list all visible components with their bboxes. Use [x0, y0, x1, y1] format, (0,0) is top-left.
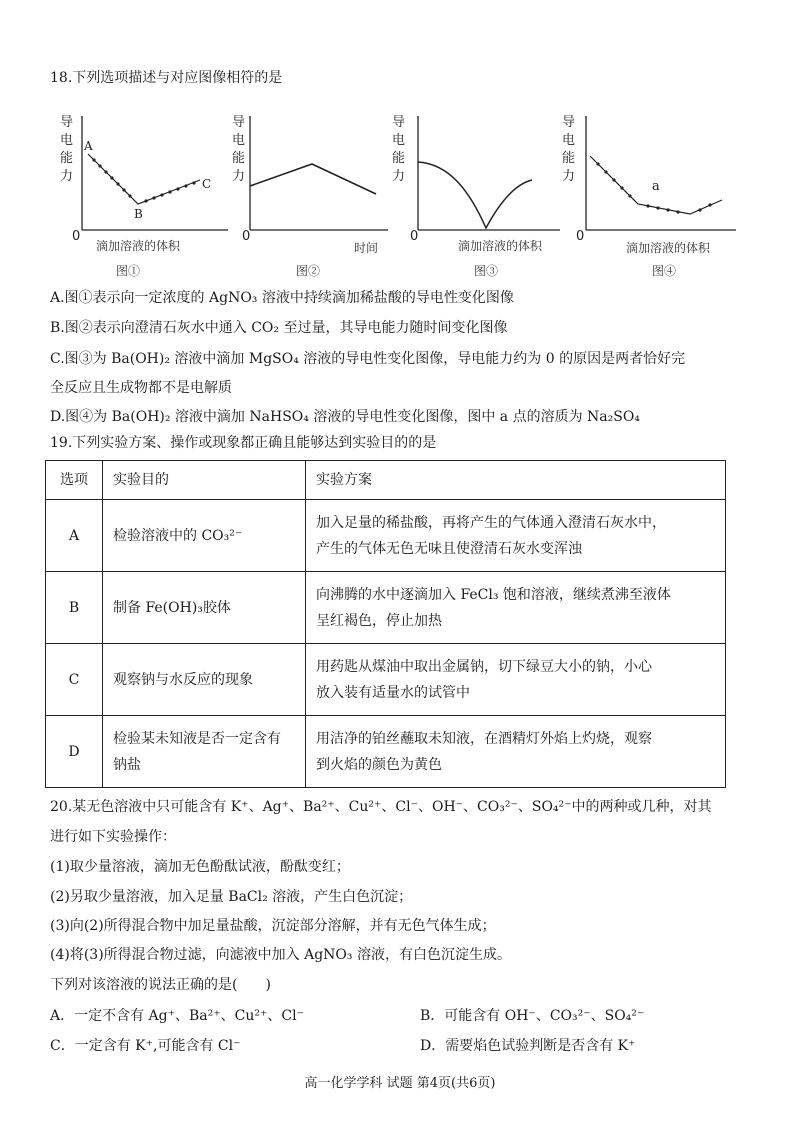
row-b-plan-line1: 向沸腾的水中逐滴加入 FeCl₃ 饱和溶液，继续煮沸至液体	[316, 586, 671, 603]
q20-step-3: (3)向(2)所得混合物中加足量盐酸，沉淀部分溶解，并有无色气体生成；	[50, 918, 496, 934]
graph-4-point-a: a	[652, 179, 660, 194]
table-row	[46, 500, 726, 572]
q20-step-2: (2)另取少量溶液，加入足量 BaCl₂ 溶液，产生白色沉淀；	[50, 889, 413, 905]
graph-4-ylabel-0: 导	[562, 115, 576, 130]
row-a-aim: 检验溶液中的 CO₃²⁻	[103, 500, 306, 572]
graph-1-point-a: A	[84, 139, 93, 153]
graph-1-ylabel-0: 导	[60, 115, 74, 130]
graph-2-svg	[230, 112, 395, 262]
row-c-plan	[306, 644, 726, 716]
page-footer: 高一化学学科 试题 第4页(共6页)	[304, 1076, 496, 1091]
row-b-plan-line2: 呈红褐色，停止加热	[316, 612, 442, 629]
graph-3-origin: 0	[410, 229, 419, 244]
graph-2-ylabel-1: 电	[232, 133, 246, 148]
graph-4-ylabel-1: 电	[562, 133, 576, 148]
row-c-plan-line2: 放入装有适量水的试管中	[316, 684, 470, 701]
table-row	[46, 572, 726, 644]
q18-option-d: D.图④为 Ba(OH)₂ 溶液中滴加 NaHSO₄ 溶液的导电性变化图像，图中 a 点的溶质为 Na₂SO₄	[50, 409, 640, 425]
row-c-option: C	[46, 644, 103, 716]
table-header-row	[46, 461, 726, 500]
graph-1-caption: 图①	[116, 264, 141, 278]
graph-3-ylabel-2: 能	[392, 151, 406, 166]
header-aim: 实验目的	[103, 461, 306, 500]
graph-3-svg	[390, 112, 565, 262]
q18-option-c-line1: C.图③为 Ba(OH)₂ 溶液中滴加 MgSO₄ 溶液的导电性变化图像，导电能力约为 0 的原因是两者恰好完	[50, 351, 686, 367]
row-d-plan-line2: 到火焰的颜色为黄色	[316, 756, 442, 773]
row-c-aim: 观察钠与水反应的现象	[103, 644, 306, 716]
graph-4-ylabel-3: 力	[562, 169, 576, 184]
graph-2	[230, 112, 395, 262]
q18-option-b: B.图②表示向澄清石灰水中通入 CO₂ 至过量，其导电能力随时间变化图像	[50, 320, 508, 336]
graph-3-xlabel: 滴加溶液的体积	[458, 239, 543, 253]
row-b-aim: 制备 Fe(OH)₃胶体	[103, 572, 306, 644]
graph-2-origin: 0	[242, 229, 251, 244]
q20-prompt: 下列对该溶液的说法正确的是( )	[50, 977, 271, 993]
row-d-plan-line1: 用洁净的铂丝蘸取未知液，在酒精灯外焰上灼烧，观察	[316, 730, 652, 747]
q20-step-4: (4)将(3)所得混合物过滤，向滤液中加入 AgNO₃ 溶液，有白色沉淀生成。	[50, 947, 511, 963]
row-d-aim-line1: 检验某未知液是否一定含有	[113, 730, 281, 747]
graph-2-ylabel-0: 导	[232, 115, 246, 130]
graph-2-ylabel-2: 能	[232, 151, 246, 166]
row-a-option: A	[46, 500, 103, 572]
graph-1-dots	[92, 158, 195, 202]
q20-option-c: C．一定含有 K⁺,可能含有 Cl⁻	[50, 1038, 241, 1054]
graph-4	[560, 112, 740, 262]
graph-3-curve	[418, 162, 532, 228]
graph-3-caption: 图③	[474, 264, 499, 278]
q20-option-d: D．需要焰色试验判断是否含有 K⁺	[420, 1038, 636, 1054]
row-b-plan	[306, 572, 726, 644]
graph-2-curve	[250, 164, 376, 194]
row-a-plan-line2: 产生的气体无色无味且使澄清石灰水变浑浊	[316, 540, 582, 557]
row-d-aim	[103, 716, 306, 788]
header-option: 选项	[46, 461, 103, 500]
graph-4-origin: 0	[576, 229, 585, 244]
graph-1-xlabel: 滴加溶液的体积	[96, 239, 181, 253]
graph-1-origin: 0	[72, 229, 81, 244]
q20-stem-line1: 20.某无色溶液中只可能含有 K⁺、Ag⁺、Ba²⁺、Cu²⁺、Cl⁻、OH⁻、CO₃²⁻、SO₄²⁻中的两种或几种，对其	[50, 799, 712, 815]
graph-4-xlabel: 滴加溶液的体积	[626, 241, 711, 255]
row-b-option: B	[46, 572, 103, 644]
q18-option-c-line2: 全反应且生成物都不是电解质	[50, 380, 232, 396]
q20-stem-line2: 进行如下实验操作：	[50, 829, 176, 845]
graph-2-ylabel-3: 力	[232, 169, 246, 184]
table-row	[46, 716, 726, 788]
row-d-plan	[306, 716, 726, 788]
graph-4-ylabel-2: 能	[562, 151, 576, 166]
header-plan: 实验方案	[306, 461, 726, 500]
graph-1-point-c: C	[202, 177, 212, 191]
q18-stem: 18.下列选项描述与对应图像相符的是	[50, 70, 283, 86]
graph-3	[390, 112, 565, 262]
graph-3-ylabel-0: 导	[392, 115, 406, 130]
q19-table	[45, 460, 726, 788]
graph-3-ylabel-1: 电	[392, 133, 406, 148]
graph-4-svg	[560, 112, 740, 262]
row-a-plan-line1: 加入足量的稀盐酸，再将产生的气体通入澄清石灰水中，	[316, 514, 666, 531]
graph-1-point-b: B	[134, 207, 143, 221]
graph-1-ylabel-3: 力	[60, 169, 74, 184]
row-d-option: D	[46, 716, 103, 788]
q20-option-a: A．一定不含有 Ag⁺、Ba²⁺、Cu²⁺、Cl⁻	[50, 1008, 304, 1024]
q19-stem: 19.下列实验方案、操作或现象都正确且能够达到实验目的的是	[50, 435, 437, 451]
graph-1-svg	[58, 112, 233, 262]
graph-4-caption: 图④	[652, 264, 677, 278]
row-d-aim-line2: 钠盐	[113, 756, 141, 773]
row-c-plan-line1: 用药匙从煤油中取出金属钠，切下绿豆大小的钠，小心	[316, 658, 652, 675]
q20-step-1: (1)取少量溶液，滴加无色酚酞试液，酚酞变红；	[50, 859, 350, 875]
graph-1-curve	[88, 154, 200, 204]
graph-1-ylabel-1: 电	[60, 133, 74, 148]
row-a-plan	[306, 500, 726, 572]
table-row	[46, 644, 726, 716]
graph-1-ylabel-2: 能	[60, 151, 74, 166]
graph-2-xlabel: 时间	[354, 241, 379, 255]
graph-2-caption: 图②	[296, 264, 321, 278]
graph-3-ylabel-3: 力	[392, 169, 406, 184]
q18-option-a: A.图①表示向一定浓度的 AgNO₃ 溶液中持续滴加稀盐酸的导电性变化图像	[50, 290, 514, 306]
graph-1	[58, 112, 233, 262]
q20-option-b: B．可能含有 OH⁻、CO₃²⁻、SO₄²⁻	[420, 1008, 645, 1024]
